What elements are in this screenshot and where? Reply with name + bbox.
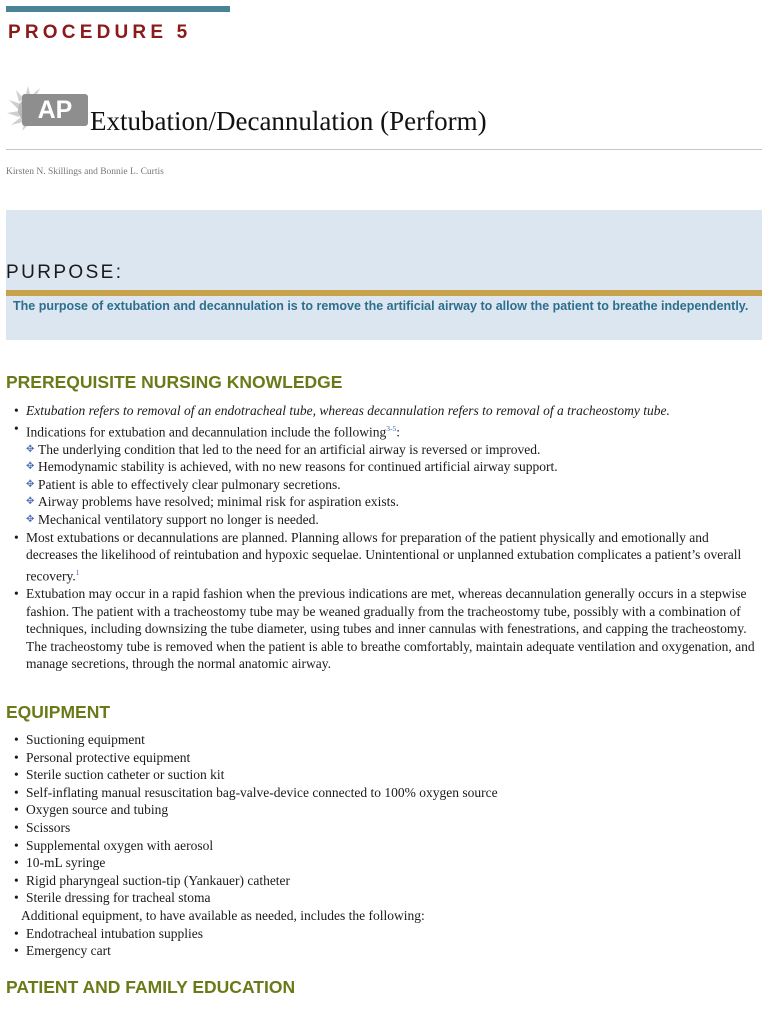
bullet: • — [14, 732, 19, 747]
sub-list-item-text: Airway problems have resolved; minimal risk for aspiration exists. — [38, 494, 400, 510]
procedure-label: PROCEDURE 5 — [8, 22, 192, 43]
sub-list-item — [14, 476, 762, 494]
list-item-text: Supplemental oxygen with aerosol — [26, 837, 214, 853]
bullet: • — [14, 819, 19, 835]
page-title: Extubation/Decannulation (Perform) — [90, 106, 487, 136]
diamond-bullet-icon: ✥ — [26, 478, 35, 490]
bullet: • — [14, 943, 19, 959]
list-item-text: Extubation may occur in a rapid fashion when the previous indications are met, whereas decannulation generally occurs in a stepwise fashion. The patient with a tracheostomy tube may be weaned gradually from the tracheostomy tube, possibly with a combination of techniques, including downsizing the tube diameter, using tubes and inner cannulas with fenestrations, and capping the tracheostomy. The tracheostomy tube is removed when the patient is able to breathe comfortably, maintain adequate ventilation and oxygenation, and manage secretions, through the normal anatomic airway. — [26, 585, 755, 672]
bullet: • — [14, 925, 19, 941]
list-item — [14, 854, 762, 872]
sub-list-item-text: The underlying condition that led to the need for an artificial airway is reversed or improved. — [38, 441, 541, 457]
list-item — [14, 837, 762, 855]
list-item — [14, 942, 762, 960]
bullet: • — [14, 784, 19, 800]
sub-list-item — [14, 493, 762, 511]
bullet: • — [14, 767, 19, 783]
purpose-text: The purpose of extubation and decannulation is to remove the artificial airway to allow the patient to breathe independently. — [13, 299, 749, 313]
diamond-bullet-icon: ✥ — [26, 443, 35, 455]
diamond-bullet-icon: ✥ — [26, 496, 35, 508]
list-item-text: 10-mL syringe — [26, 855, 106, 871]
list-item-text: Extubation refers to removal of an endotracheal tube, whereas decannulation refers to removal of a tracheostomy tube. — [26, 403, 670, 418]
list-item — [14, 801, 762, 819]
list-item-text: Indications for extubation and decannulation include the following — [26, 424, 387, 440]
top-accent-bar — [6, 6, 230, 12]
ap-logo-text: AP — [37, 96, 73, 124]
education-heading: PATIENT AND FAMILY EDUCATION — [6, 977, 296, 997]
list-item — [14, 420, 762, 441]
authors-line: Kirsten N. Skillings and Bonnie L. Curtis — [6, 167, 164, 177]
list-item — [14, 749, 762, 767]
purpose-box — [6, 210, 762, 340]
ap-logo — [6, 84, 90, 132]
bullet: • — [14, 749, 19, 765]
sub-list-item — [14, 511, 762, 529]
list-item-text: Scissors — [26, 819, 71, 835]
list-item-text: Sterile dressing for tracheal stoma — [26, 890, 211, 906]
prerequisite-list — [14, 402, 762, 673]
bullet: • — [14, 529, 19, 545]
purpose-heading: PURPOSE: — [6, 262, 124, 283]
list-item-text: Self-inflating manual resuscitation bag-valve-device connected to 100% oxygen source — [26, 784, 498, 800]
list-item-text: Endotracheal intubation supplies — [26, 925, 203, 941]
sub-list-item — [14, 458, 762, 476]
list-item — [14, 585, 762, 673]
list-item — [14, 529, 762, 585]
prerequisite-heading: PREREQUISITE NURSING KNOWLEDGE — [6, 372, 343, 392]
list-item-punct: : — [396, 424, 401, 440]
sub-list-item-text: Mechanical ventilatory support no longer is needed. — [38, 512, 319, 528]
equipment-list — [14, 731, 762, 960]
bullet: • — [14, 585, 19, 601]
list-item-text: Sterile suction catheter or suction kit — [26, 767, 225, 783]
equipment-heading: EQUIPMENT — [6, 702, 111, 722]
bullet: • — [14, 890, 19, 906]
list-item — [14, 731, 762, 749]
sub-list-item-text: Hemodynamic stability is achieved, with no new reasons for continued artificial airway support. — [38, 459, 558, 475]
list-item — [14, 889, 762, 907]
sub-list-item-text: Patient is able to effectively clear pulmonary secretions. — [38, 476, 341, 492]
additional-equipment-note: Additional equipment, to have available as needed, includes the following: — [21, 907, 425, 923]
list-item-text: Oxygen source and tubing — [26, 802, 169, 818]
list-item-text: Emergency cart — [26, 943, 111, 959]
bullet: • — [14, 855, 19, 871]
list-item-text: Rigid pharyngeal suction-tip (Yankauer) catheter — [26, 872, 291, 888]
title-divider — [6, 149, 762, 150]
diamond-bullet-icon: ✥ — [26, 461, 35, 473]
bullet: • — [14, 802, 19, 818]
list-item-text: Suctioning equipment — [26, 732, 145, 747]
list-item — [14, 766, 762, 784]
reference-superscript[interactable]: 3-5 — [386, 423, 397, 433]
list-item — [14, 925, 762, 943]
list-item — [14, 872, 762, 890]
bullet: • — [14, 837, 19, 853]
sub-list-item — [14, 441, 762, 459]
list-item — [14, 819, 762, 837]
list-item — [14, 402, 762, 420]
bullet: • — [14, 403, 19, 418]
list-item-text: Most extubations or decannulations are planned. Planning allows for preparation of the patient physically and emotionally and decreases the likelihood of reintubation and hypoxic sequelae. Unintentional or unplanned extubation complicates a patient’s overall recovery. — [26, 529, 742, 584]
list-item — [14, 784, 762, 802]
reference-superscript[interactable]: 1 — [75, 567, 80, 577]
bullet: • — [14, 872, 19, 888]
purpose-divider — [6, 290, 762, 296]
list-item-text: Personal protective equipment — [26, 749, 191, 765]
bullet: • — [14, 420, 19, 436]
diamond-bullet-icon: ✥ — [26, 514, 35, 526]
title-row — [6, 84, 762, 146]
